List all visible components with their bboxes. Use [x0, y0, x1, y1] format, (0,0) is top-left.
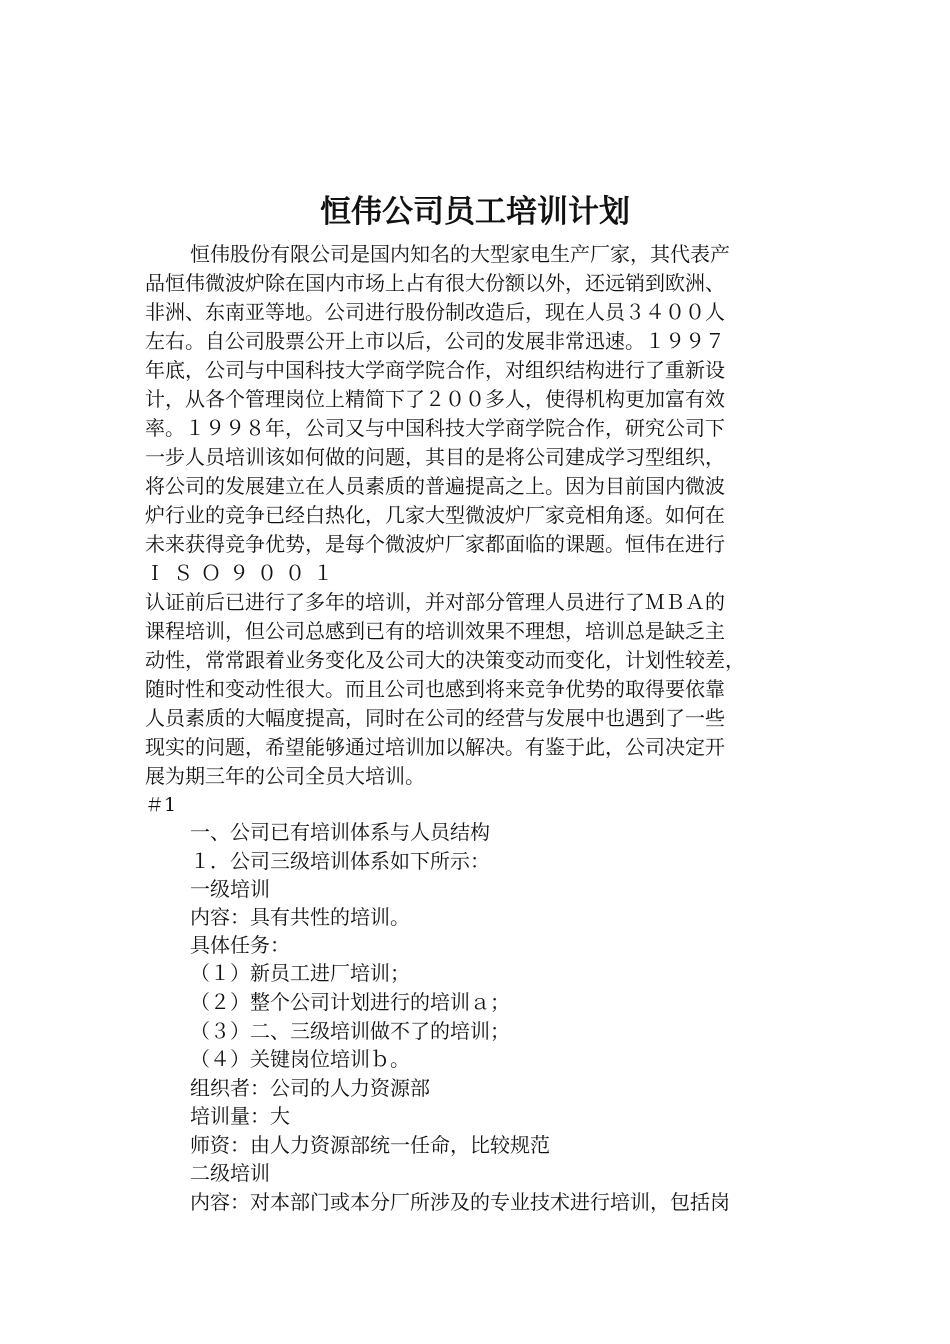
section-heading: 一、公司已有培训体系与人员结构 [190, 820, 490, 844]
intro-line: 展为期三年的公司全员大培训。 [145, 764, 425, 788]
intro-line: 年底，公司与中国科技大学商学院合作，对组织结构进行了重新设 [145, 358, 725, 382]
section-line: 组织者：公司的人力资源部 [190, 1076, 430, 1100]
subsection-heading: １．公司三级培训体系如下所示： [190, 849, 490, 873]
intro-line: 动性，常常跟着业务变化及公司大的决策变动而变化，计划性较差， [145, 648, 745, 672]
section-line: 具体任务： [190, 933, 290, 957]
intro-line: ＩＳＯ９００１ [145, 561, 341, 585]
intro-line: 认证前后已进行了多年的培训，并对部分管理人员进行了ＭＢＡ的 [145, 590, 725, 614]
section-line: 培训量：大 [190, 1104, 290, 1128]
intro-line: 课程培训，但公司总感到已有的培训效果不理想，培训总是缺乏主 [145, 619, 725, 643]
intro-line: 计，从各个管理岗位上精简下了２００多人，使得机构更加富有效 [145, 387, 725, 411]
list-item: （３）二、三级培训做不了的培训； [190, 1019, 510, 1043]
intro-line: 左右。自公司股票公开上市以后，公司的发展非常迅速。１９９７ [145, 329, 725, 353]
section-line: 师资：由人力资源部统一任命，比较规范 [190, 1133, 550, 1157]
list-item: （１）新员工进厂培训； [190, 961, 410, 985]
intro-line: 现实的问题，希望能够通过培训加以解决。有鉴于此，公司决定开 [145, 735, 725, 759]
section-line: 内容：对本部门或本分厂所涉及的专业技术进行培训，包括岗 [190, 1190, 730, 1214]
section-line: 二级培训 [190, 1161, 270, 1185]
intro-line: 未来获得竞争优势，是每个微波炉厂家都面临的课题。恒伟在进行 [145, 532, 725, 556]
intro-line: 炉行业的竞争已经白热化，几家大型微波炉厂家竞相角逐。如何在 [145, 503, 725, 527]
intro-line: 一步人员培训该如何做的问题，其目的是将公司建成学习型组织， [145, 445, 725, 469]
list-item: （２）整个公司计划进行的培训ａ； [190, 990, 510, 1014]
intro-line: 将公司的发展建立在人员素质的普遍提高之上。因为目前国内微波 [145, 474, 725, 498]
intro-line: 恒伟股份有限公司是国内知名的大型家电生产厂家，其代表产 [190, 242, 730, 266]
section-marker: ＃1 [145, 794, 177, 816]
intro-line: 人员素质的大幅度提高，同时在公司的经营与发展中也遇到了一些 [145, 706, 725, 730]
intro-line: 随时性和变动性很大。而且公司也感到将来竞争优势的取得要依靠 [145, 677, 725, 701]
intro-line: 品恒伟微波炉除在国内市场上占有很大份额以外，还远销到欧洲、 [145, 271, 725, 295]
intro-line: 非洲、东南亚等地。公司进行股份制改造后，现在人员３４００人 [145, 300, 725, 324]
section-line: 一级培训 [190, 877, 270, 901]
page-title: 恒伟公司员工培训计划 [320, 194, 630, 230]
list-item: （４）关键岗位培训ｂ。 [190, 1047, 410, 1071]
section-line: 内容：具有共性的培训。 [190, 905, 410, 929]
intro-line: 率。１９９８年，公司又与中国科技大学商学院合作，研究公司下 [145, 416, 725, 440]
